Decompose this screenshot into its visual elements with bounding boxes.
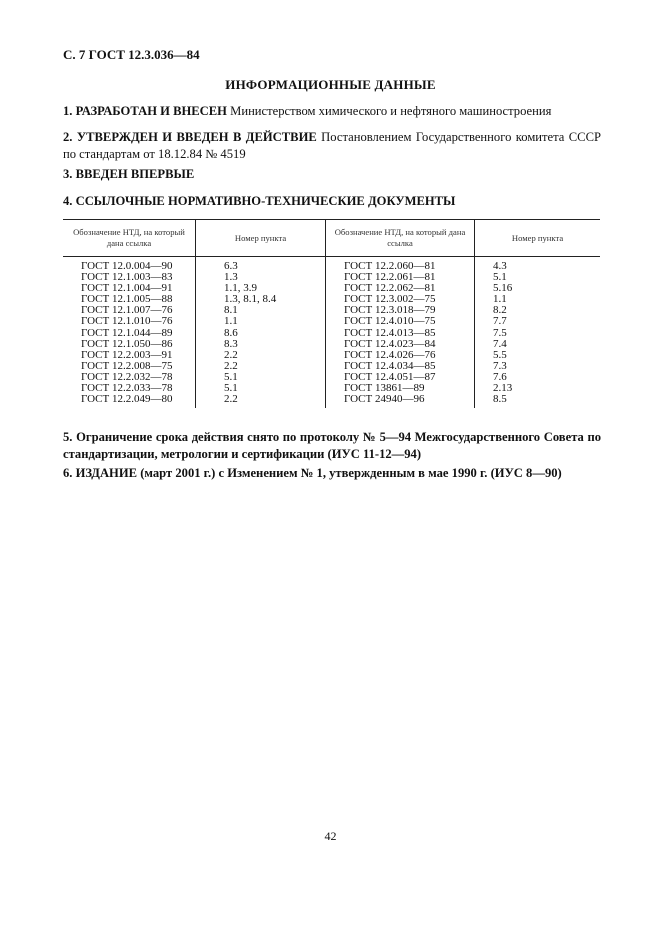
cell-ntd: ГОСТ 24940—96 <box>326 394 475 408</box>
cell-ntd: ГОСТ 12.1.044—89 <box>63 328 196 339</box>
info-item-4 <box>63 193 601 210</box>
cell-ntd: ГОСТ 12.2.060—81 <box>326 261 475 272</box>
cell-point: 5.1 <box>493 271 507 284</box>
cell-ntd: ГОСТ 12.4.013—85 <box>326 328 475 339</box>
section-title: ИНФОРМАЦИОННЫЕ ДАННЫЕ <box>225 77 436 92</box>
cell-point: 5.1 <box>196 372 326 383</box>
cell-ntd: ГОСТ 12.4.010—75 <box>326 316 475 327</box>
info-item-2 <box>63 129 601 163</box>
item-number: 1. <box>63 104 73 118</box>
table-row <box>63 316 600 327</box>
cell-ntd: ГОСТ 12.1.010—76 <box>63 316 196 327</box>
item-number: 6. <box>63 466 73 480</box>
cell-ntd: ГОСТ 12.2.033—78 <box>63 383 196 394</box>
cell-point: 5.1 <box>196 383 326 394</box>
cell-point: 7.6 <box>493 370 507 383</box>
item-heading: УТВЕРЖДЕН И ВВЕДЕН В ДЕЙСТВИЕ <box>76 130 317 144</box>
cell-ntd: ГОСТ 12.1.007—76 <box>63 305 196 316</box>
cell-point: 7.4 <box>493 337 507 350</box>
cell-ntd: ГОСТ 12.1.003—83 <box>63 272 196 283</box>
info-item-1 <box>63 103 601 120</box>
cell-point: 7.7 <box>493 315 507 328</box>
cell-point: 7.3 <box>493 359 507 372</box>
info-item-6 <box>63 465 601 482</box>
cell-point: 5.5 <box>493 348 507 361</box>
cell-ntd: ГОСТ 12.1.005—88 <box>63 294 196 305</box>
item-number: 3. <box>63 167 73 181</box>
cell-point: 1.1, 3.9 <box>196 283 326 294</box>
cell-ntd: ГОСТ 12.2.032—78 <box>63 372 196 383</box>
table-header-row <box>63 220 600 257</box>
column-header-point: Номер пункта <box>475 220 601 257</box>
references-table <box>63 219 600 408</box>
cell-ntd: ГОСТ 12.0.004—90 <box>63 261 196 272</box>
column-header-point: Номер пункта <box>196 220 326 257</box>
cell-ntd: ГОСТ 12.2.049—80 <box>63 394 196 408</box>
page-header: С. 7 ГОСТ 12.3.036—84 <box>63 47 200 62</box>
cell-ntd: ГОСТ 12.3.002—75 <box>326 294 475 305</box>
cell-point: 8.3 <box>196 339 326 350</box>
cell-point: 8.6 <box>196 328 326 339</box>
item-heading: ССЫЛОЧНЫЕ НОРМАТИВНО-ТЕХНИЧЕСКИЕ ДОКУМЕНТЫ <box>75 194 456 208</box>
item-heading: ВВЕДЕН ВПЕРВЫЕ <box>75 167 195 181</box>
cell-ntd: ГОСТ 12.3.018—79 <box>326 305 475 316</box>
cell-point: 8.5 <box>493 393 507 406</box>
cell-ntd: ГОСТ 12.4.051—87 <box>326 372 475 383</box>
table-row <box>63 394 600 408</box>
cell-point: 2.13 <box>493 382 513 395</box>
cell-ntd: ГОСТ 12.1.050—86 <box>63 339 196 350</box>
item-number: 2. <box>63 130 73 144</box>
cell-point: 1.1 <box>196 316 326 327</box>
item-heading: РАЗРАБОТАН И ВНЕСЕН <box>75 104 227 118</box>
table-row <box>63 328 600 339</box>
cell-ntd: ГОСТ 12.4.034—85 <box>326 361 475 372</box>
cell-ntd: ГОСТ 12.4.026—76 <box>326 350 475 361</box>
cell-point: 7.5 <box>493 326 507 339</box>
cell-point: 8.1 <box>196 305 326 316</box>
item-text: Постановлением Государственного комитета СССР по стандартам от 18.12.84 № 4519 <box>63 130 601 161</box>
column-header-ntd: Обозначение НТД, на который дана ссылка <box>63 220 196 257</box>
item-text: Министерством химического и нефтяного машиностроения <box>226 104 552 118</box>
cell-point: 2.2 <box>196 350 326 361</box>
cell-point: 8.2 <box>493 304 507 317</box>
cell-point: 4.3 <box>493 260 507 272</box>
column-header-ntd: Обозначение НТД, на который дана ссылка <box>326 220 475 257</box>
cell-point: 5.16 <box>493 282 513 295</box>
item-heading: ИЗДАНИЕ <box>75 466 138 480</box>
cell-ntd: ГОСТ 12.2.062—81 <box>326 283 475 294</box>
page-number: 42 <box>324 829 337 843</box>
cell-point: 1.3, 8.1, 8.4 <box>196 294 326 305</box>
cell-ntd: ГОСТ 12.4.023—84 <box>326 339 475 350</box>
cell-ntd: ГОСТ 12.2.061—81 <box>326 272 475 283</box>
item-text: (март 2001 г.) с Изменением № 1, утвержденным в мае 1990 г. (ИУС 8—90) <box>137 466 562 480</box>
info-item-5 <box>63 429 601 463</box>
cell-ntd: ГОСТ 12.1.004—91 <box>63 283 196 294</box>
cell-point: 6.3 <box>196 261 326 272</box>
cell-point: 2.2 <box>196 361 326 372</box>
cell-point: 1.3 <box>196 272 326 283</box>
item-number: 5. <box>63 430 73 444</box>
info-item-3 <box>63 166 601 183</box>
cell-point: 1.1 <box>493 293 507 306</box>
item-text: Ограничение срока действия снято по протоколу № 5—94 Межгосударственного Совета по стандартизации, метрологии и сертификации (ИУС 11-12—94) <box>63 430 601 461</box>
cell-ntd: ГОСТ 12.2.008—75 <box>63 361 196 372</box>
cell-ntd: ГОСТ 12.2.003—91 <box>63 350 196 361</box>
cell-ntd: ГОСТ 13861—89 <box>326 383 475 394</box>
table-body <box>63 257 600 409</box>
cell-point: 2.2 <box>196 394 326 408</box>
item-number: 4. <box>63 194 73 208</box>
